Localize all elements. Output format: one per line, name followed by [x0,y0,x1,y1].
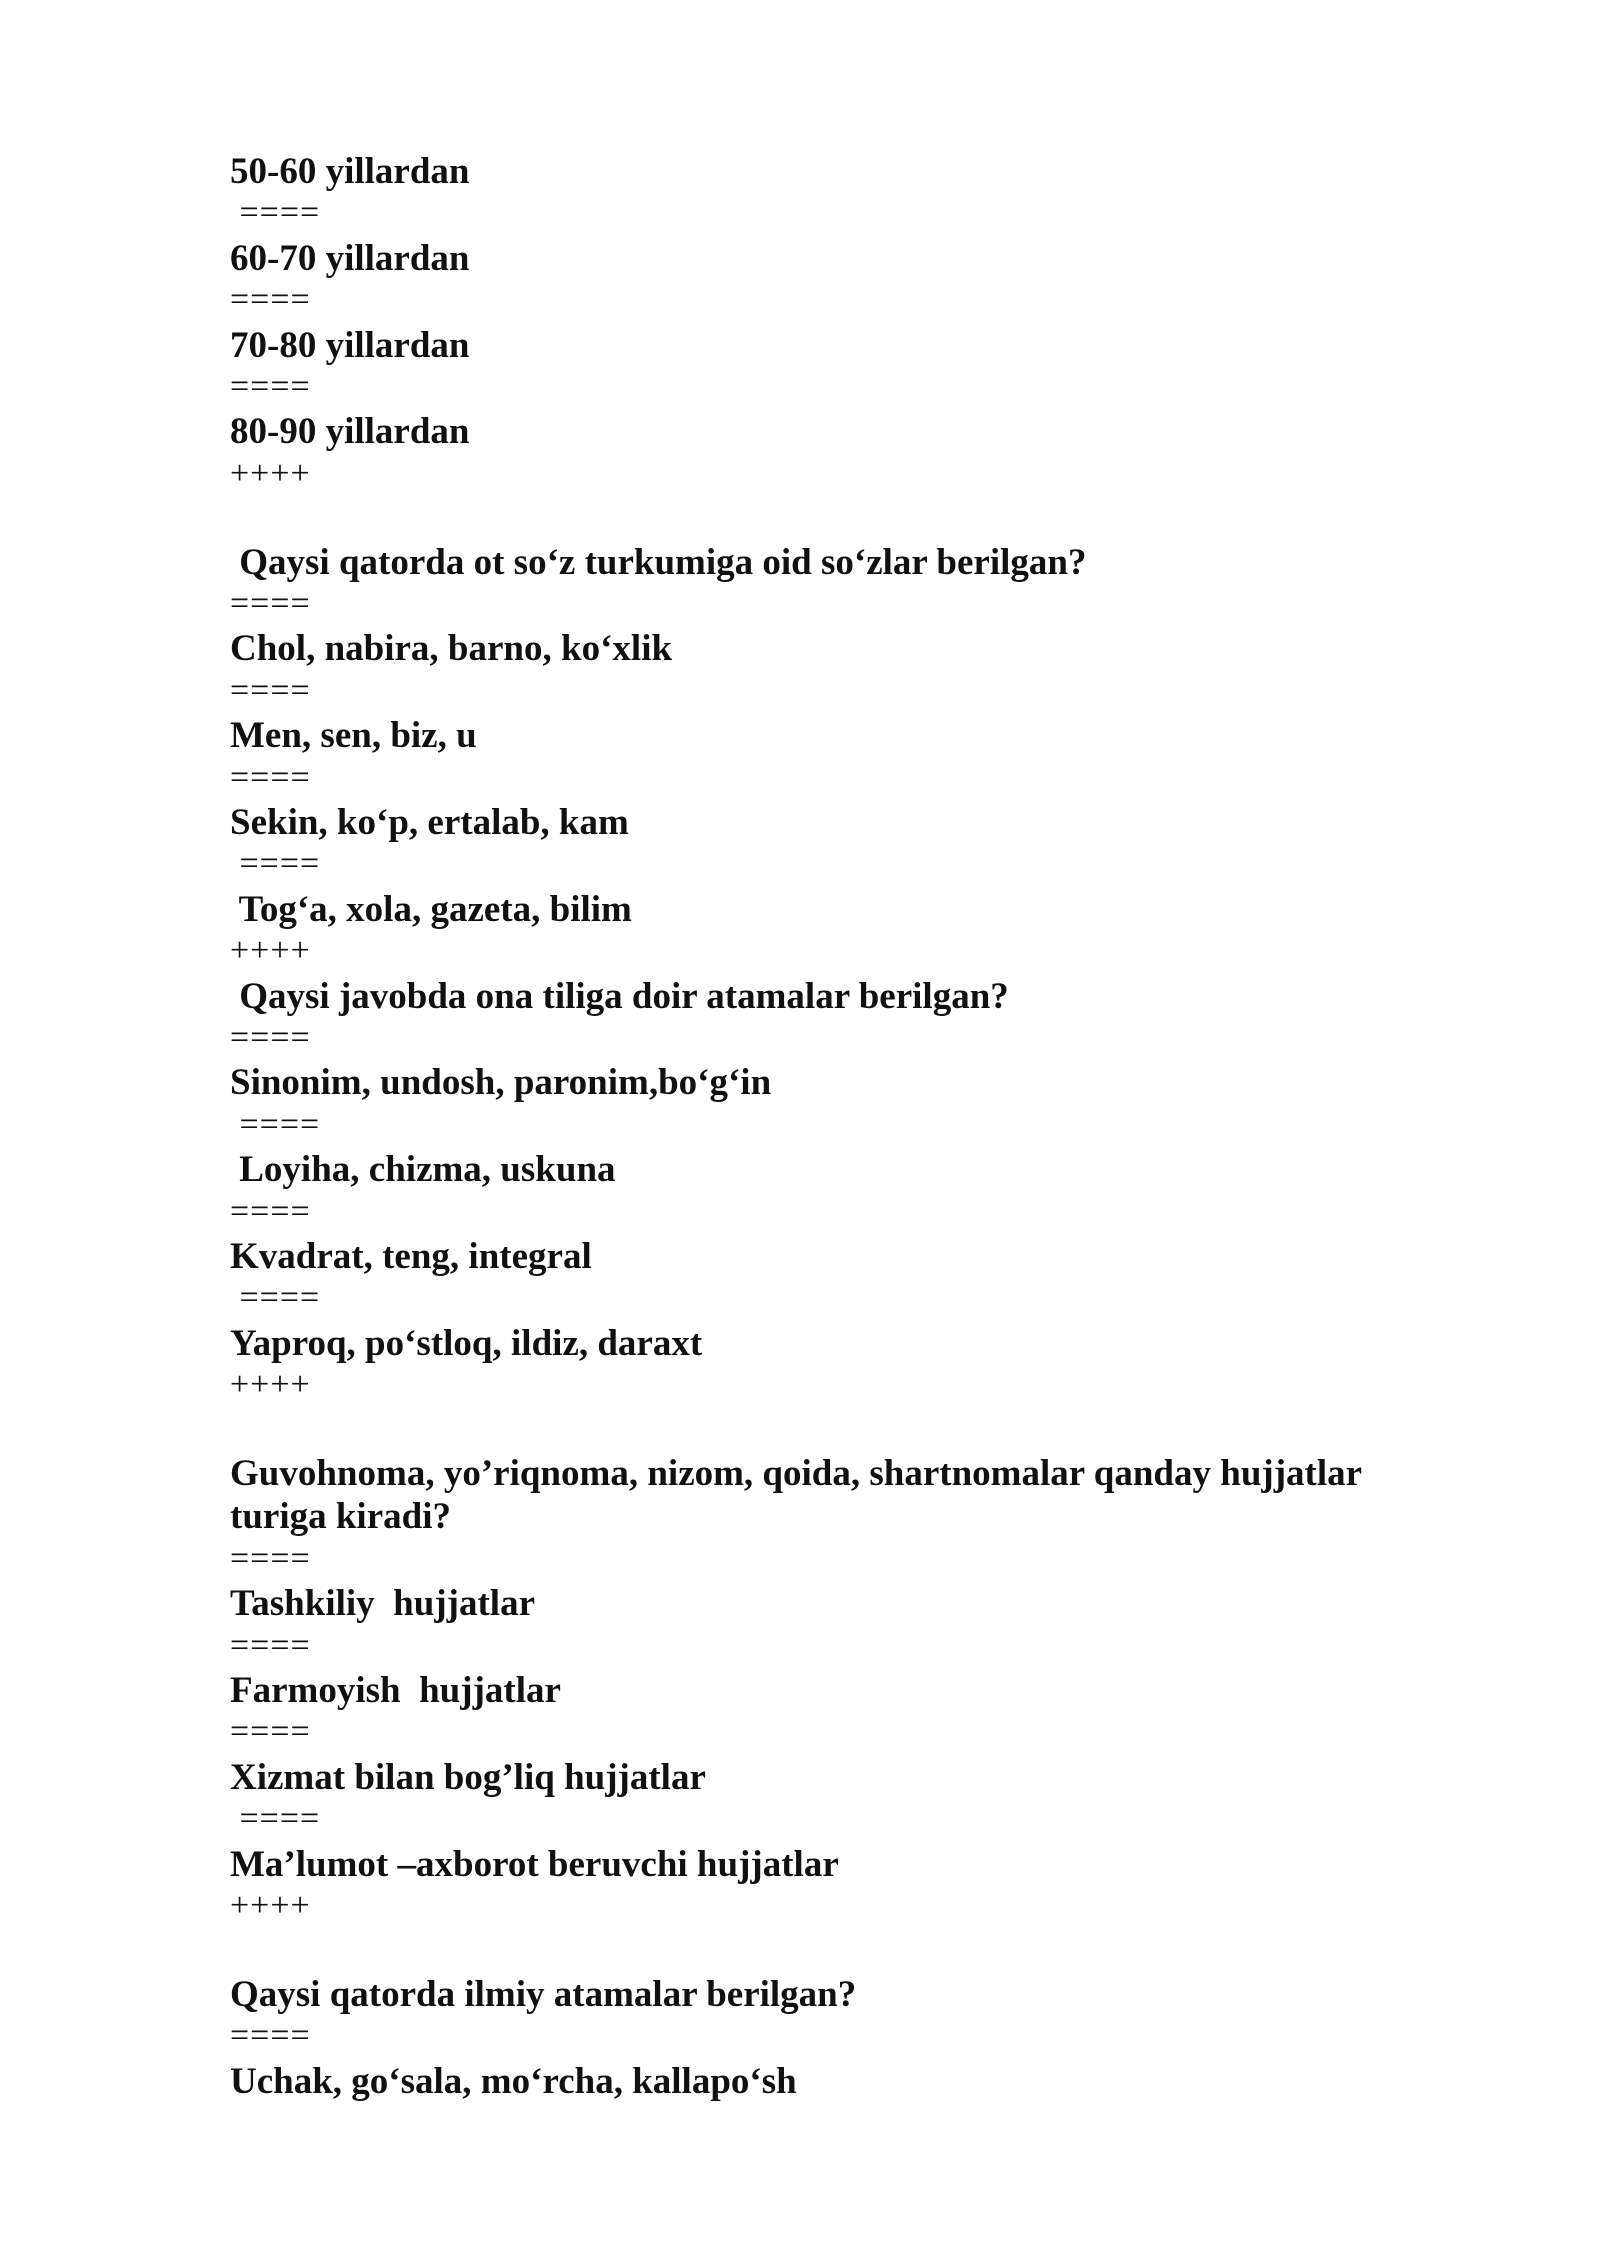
equals-separator: ==== [230,585,311,622]
text-line: Yaproq, po‘stloq, ildiz, daraxt [230,1322,703,1364]
equals-separator: ==== [230,1105,321,1143]
plus-separator: ++++ [230,932,311,970]
equals-separator: ==== [230,1800,321,1838]
text-line: turiga kiradi? [230,1496,451,1538]
text-line: Kvadrat, teng, integral [230,1236,592,1277]
text-line: Xizmat bilan bog’liq hujjatlar [230,1756,706,1798]
plus-separator: ++++ [230,454,311,492]
text-line: Men, sen, biz, u [230,715,477,757]
equals-separator: ==== [230,1192,311,1230]
text-line: Guvohnoma, yo’riqnoma, nizom, qoida, shartnomalar qanday hujjatlar [230,1453,1363,1494]
equals-separator: ==== [230,2017,311,2055]
text-line: Qaysi qatorda ot so‘z turkumiga oid so‘zlar berilgan? [230,541,1087,583]
text-line: Sinonim, undosh, paronim,bo‘g‘in [230,1062,772,1104]
equals-separator: ==== [230,1279,321,1317]
plus-separator: ++++ [230,1366,311,1404]
text-line: Ma’lumot –axborot beruvchi hujjatlar [230,1843,839,1885]
equals-separator: ==== [230,368,311,405]
equals-separator: ==== [230,758,311,796]
text-line: Farmoyish hujjatlar [230,1670,561,1711]
equals-separator: ==== [230,845,321,883]
text-line: Qaysi javobda ona tiliga doir atamalar berilgan? [230,975,1009,1017]
text-line: 80-90 yillardan [230,411,470,453]
plus-separator: ++++ [230,1887,311,1924]
text-line: Uchak, go‘sala, mo‘rcha, kallapo‘sh [230,2060,797,2102]
text-line: 50-60 yillardan [230,151,470,192]
text-line: 70-80 yillardan [230,324,470,366]
equals-separator: ==== [230,194,321,232]
equals-separator: ==== [230,281,311,319]
text-line: Qaysi qatorda ilmiy atamalar berilgan? [230,1973,857,2015]
text-line: 60-70 yillardan [230,237,470,279]
text-line: Tog‘a, xola, gazeta, bilim [230,888,632,930]
text-line: Tashkiliy hujjatlar [230,1583,535,1625]
text-line: Sekin, ko‘p, ertalab, kam [230,802,629,843]
text-line: Chol, nabira, barno, ko‘xlik [230,628,673,670]
equals-separator: ==== [230,671,311,709]
equals-separator: ==== [230,1019,311,1056]
text-line: Loyiha, chizma, uskuna [230,1149,616,1191]
equals-separator: ==== [230,1713,311,1751]
equals-separator: ==== [230,1539,311,1577]
equals-separator: ==== [230,1626,311,1664]
